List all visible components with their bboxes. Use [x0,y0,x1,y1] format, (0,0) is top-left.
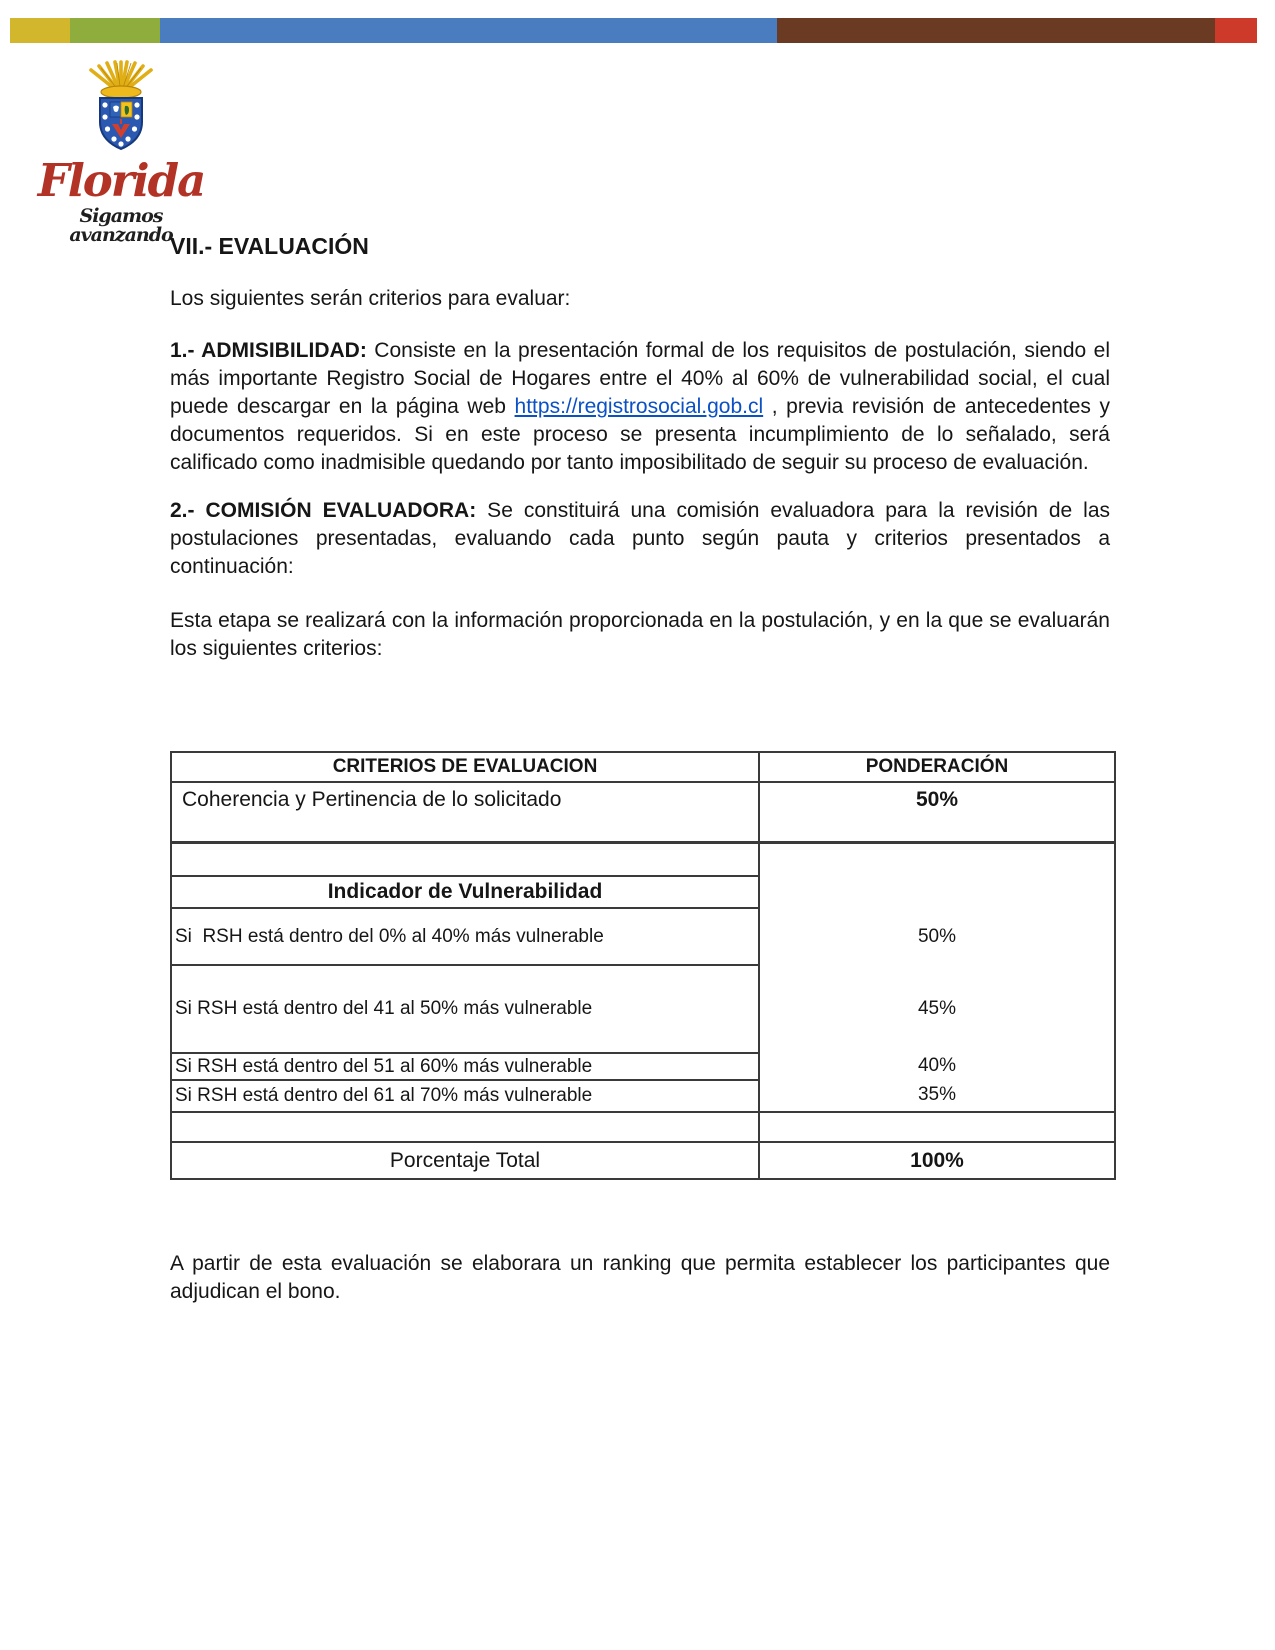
registrosocial-link[interactable]: https://registrosocial.gob.cl [514,395,764,418]
bar-segment-brown [777,18,1215,43]
total-label: Porcentaje Total [172,1143,760,1178]
weight-rsh-51-60: 40% [917,1054,957,1076]
admisibilidad-lead: 1.- ADMISIBILIDAD: [170,339,367,362]
admisibilidad-text-before-link: Consiste en la presentación formal de los requisitos de postulación, siendo el más importante Registro Social de Hogares entre el 40% al 60% de vulnerabilidad social, el cual puede descargar en la página web [170,339,1110,418]
empty-row-left [172,1113,760,1143]
criterion-rsh-61-70: Si RSH está dentro del 61 al 70% más vulnerable [172,1081,760,1113]
criterion-rsh-41-50: Si RSH está dentro del 41 al 50% más vulnerable [172,966,760,1054]
paragraph-comision [170,497,1110,581]
logo-wordmark: Florida [37,154,205,207]
table-header-criterios: CRITERIOS DE EVALUACION [172,753,760,783]
bar-segment-blue [160,18,777,43]
weights-merged-cell [760,844,1114,1113]
document-content [170,232,1110,1306]
section-indicador-vulnerabilidad: Indicador de Vulnerabilidad [172,877,760,909]
evaluation-criteria-table [170,751,1116,1180]
criterion-rsh-51-60: Si RSH está dentro del 51 al 60% más vulnerable [172,1054,760,1081]
paragraph-admisibilidad [170,337,1110,477]
criterion-rsh-0-40: Si RSH está dentro del 0% al 40% más vulnerable [172,909,760,966]
comision-lead: 2.- COMISIÓN EVALUADORA: [170,499,477,522]
criterion-coherencia: Coherencia y Pertinencia de lo solicitado [172,783,760,844]
table-header-ponderacion: PONDERACIÓN [760,753,1114,783]
florida-crest-icon [71,60,171,156]
weight-spacer [760,844,1114,909]
paragraph-etapa: Esta etapa se realizará con la información proporcionada en la postulación, y en la que se evaluarán los siguientes criterios: [170,609,1110,660]
empty-row-right [760,1113,1114,1143]
intro-line: Los siguientes serán criterios para evaluar: [170,287,571,310]
florida-logo [26,60,216,245]
weight-rsh-0-40: 50% [917,925,957,947]
weight-coherencia: 50% [760,783,1114,844]
section-title: VII.- EVALUACIÓN [170,233,369,259]
bar-segment-yellow [10,18,70,43]
admisibilidad-text-after-link: , previa revisión de antecedentes y documentos requeridos. Si en este proceso se presenta incumplimiento de lo señalado, será calificado como inadmisible quedando por tanto imposibilitado de seguir su proceso de evaluación. [170,395,1110,474]
comision-text: Se constituirá una comisión evaluadora para la revisión de las postulaciones presentadas, evaluando cada punto según pauta y criterios presentados a continuación: [170,499,1111,578]
top-color-bar [10,18,1257,43]
weight-rsh-41-50: 45% [917,997,957,1019]
total-value: 100% [910,1148,964,1172]
weight-rsh-61-70: 35% [917,1084,957,1106]
spacer-row-left [172,844,760,877]
bar-segment-red [1215,18,1257,43]
bar-segment-green [70,18,160,43]
logo-tagline: Sigamos avanzando [69,205,173,246]
paragraph-closing: A partir de esta evaluación se elaborara un ranking que permita establecer los participantes que adjudican el bono. [170,1252,1110,1303]
